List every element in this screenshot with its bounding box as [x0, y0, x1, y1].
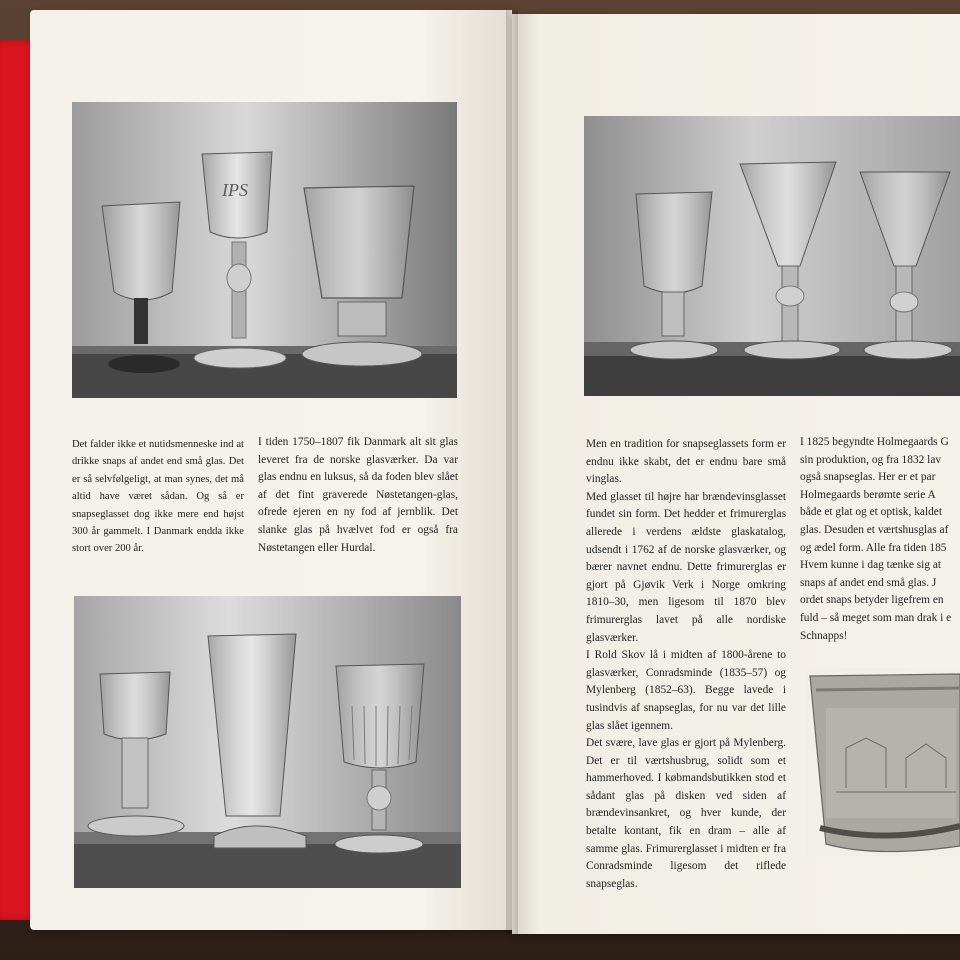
col2-line: og ædel form. Alle fra tiden 185 [800, 541, 947, 554]
paragraph-3: I Rold Skov lå i midten af 1800-årene to glasværker, Conradsminde (1835–57) og Mylenberg (1852–63). Begge lavede i tusindvis af snapseglas, for nu var det lille glas slået igennem. [586, 649, 786, 732]
paragraph-4: Det svære, lave glas er gjort på Mylenberg. Det er til værtshusbrug, solidt som et hammerhoved. I købmandsbutikken stod et sådant glas på disken ved siden af brændevinsankret, og hver kunde, der betalte kontant, fik en dram – alle af samme glas. Frimurerglasset i midten er fra Conradsminde ligesom det riflede snapseglas. [586, 737, 786, 890]
photo-heavy-tumbler-glass [806, 668, 960, 856]
body-right-col-1 [586, 436, 786, 893]
caption-left-col-2 [258, 434, 458, 557]
caption-left-col-1-text: Det falder ikke et nutidsmenneske ind at drikke snaps af andet end små glas. Det er så selvfølgeligt, at man synes, det må altid have været sådan. Og så er snapseglasset dog ikke mere end højst 300 år gammelt. I Danmark endda ikke stort over 200 år. [72, 439, 244, 555]
col2-line: Holmegaards berømte serie A [800, 488, 936, 501]
col2-line: sin produktion, og fra 1832 lav [800, 453, 942, 466]
col2-line: Schnapps! [800, 629, 848, 642]
paragraph-2: Med glasset til højre har brændevinsglasset fundet sin form. Det hedder et frimurerglas allerede i verdens ældste glaskatalog, udsendt i 1762 af de norske glasværker, og bærer navnet endnu. Dette frimurerglas er gjort på Gjøvik Verk i Norge omkring 1810–30, men ligesom til 1870 blev frimurerglas lavet på alle nordiske glasværker. [586, 490, 786, 644]
photo-top-right-three-glasses [584, 116, 960, 396]
col2-line: snaps af andet end små glas. J [800, 576, 937, 589]
col2-line: ordet snaps betyder ligefrem en [800, 594, 944, 607]
col2-line: I 1825 begyndte Holmegaards G [800, 436, 949, 448]
col2-line: Hvem kunne i dag tænke sig at [800, 559, 942, 572]
col2-line: fuld – så meget som man drak i e [800, 611, 952, 624]
paragraph-1: Men en tradition for snapseglassets form er endnu ikke skabt, det er endnu bare små vinglas. [586, 438, 786, 486]
book-gutter [506, 10, 518, 934]
caption-left-col-1 [72, 436, 244, 558]
col2-line: glas. Desuden et værtshusglas af [800, 523, 949, 536]
col2-line: både et glat og et optisk, kaldet [800, 506, 943, 519]
body-right-col-2 [800, 434, 960, 645]
caption-left-col-2-text: I tiden 1750–1807 fik Danmark alt sit glas leveret fra de norske glasværker. Da var glas endnu en luksus, så da foden blev slået af det fint graverede Nøstetangen-glas, ofrede ejeren en ny fod af jernblik. Det slanke glas på hvælvet fod er også fra Nøstetangen eller Hurdal. [258, 436, 458, 554]
col2-line: også snapseglas. Her er et par [800, 471, 936, 484]
photo-top-left-three-glasses [72, 102, 457, 398]
engraving-text: IPS [222, 180, 248, 200]
photo-bottom-left-three-glasses [74, 596, 461, 888]
